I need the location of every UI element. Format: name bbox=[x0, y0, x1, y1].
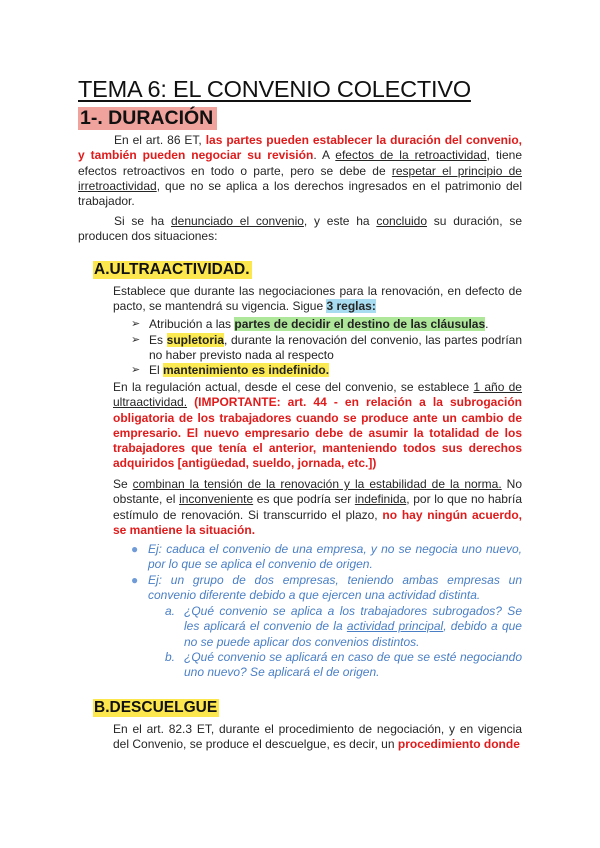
highlight-text: procedimiento donde bbox=[397, 737, 520, 752]
paragraph-descuelgue-1: En el art. 82.3 ET, durante el procedimiento de negociación, y en vigencia del Convenio, se produce el descuelgue, es decir, un procedimiento donde bbox=[113, 722, 522, 752]
bullet-dot-icon: ● bbox=[131, 573, 139, 587]
sub-question-item: b. ¿Qué convenio se aplicará en caso de que se esté negociando uno nuevo? Se aplicará el de origen. bbox=[165, 650, 522, 680]
paragraph-ultraactividad-3: Se combinan la tensión de la renovación y la estabilidad de la norma. No obstante, el inconveniente es que podría ser indefinida, por lo que no habría estímulo de renovación. Si transcurrido el plazo, no hay ningún acuerdo, se mantiene la situación. bbox=[113, 477, 523, 537]
arrow-bullet-icon: ➢ bbox=[131, 334, 141, 346]
underlined-text: respetar el principio de irretroactividad bbox=[78, 163, 522, 193]
section-heading-ultraactividad: A.ULTRAACTIVIDAD. bbox=[94, 261, 250, 278]
underlined-text: 1 año de ultraactividad. bbox=[113, 380, 522, 410]
rule-item: ➢ Atribución a las partes de decidir el destino de las cláusulas. bbox=[131, 317, 489, 331]
underlined-text: combinan la tensión de la renovación y la estabilidad de la norma. bbox=[132, 477, 502, 491]
example-item: ● Ej: caduca el convenio de una empresa, y no se negocia uno nuevo, por lo que se aplica el convenio de origen. bbox=[131, 542, 522, 572]
section-heading-duracion: 1-. DURACIÓN bbox=[78, 107, 217, 130]
paragraph-ultraactividad-1: Establece que durante las negociaciones para la renovación, en defecto de pacto, se mantendrá su vigencia. Sigue 3 reglas: bbox=[113, 284, 522, 314]
paragraph-ultraactividad-2: En la regulación actual, desde el cese del convenio, se establece 1 año de ultraactividad. (IMPORTANTE: art. 44 - en relación a la subrogación obligatoria de los trabajadores cuando se produce ante un cambio de empresario. El nuevo empresario debe de asumir la totalidad de los trabajadores que tenía el anterior, manteniendo todos sus derechos adquiridos [antigüedad, sueldo, jornada, etc.]) bbox=[113, 380, 522, 471]
sub-question-item: a. ¿Qué convenio se aplica a los trabajadores subrogados? Se les aplicará el convenio de la actividad principal, debido a que no se puede aplicar dos convenios distintos. bbox=[165, 604, 522, 649]
highlight-text: mantenimiento es indefinido. bbox=[163, 363, 330, 377]
list-marker: b. bbox=[165, 650, 176, 664]
underlined-text: efectos de la retroactividad bbox=[335, 148, 487, 163]
page-title: TEMA 6: EL CONVENIO COLECTIVO bbox=[78, 76, 471, 102]
highlight-text: no hay ningún acuerdo, se mantiene la situación. bbox=[113, 507, 523, 537]
highlight-text: partes de decidir el destino de las cláusulas bbox=[234, 317, 486, 331]
highlight-text: supletoria bbox=[166, 333, 225, 347]
bullet-dot-icon: ● bbox=[131, 542, 139, 556]
highlight-text: 3 reglas: bbox=[326, 299, 376, 314]
highlight-text: las partes pueden establecer la duración del convenio, y también pueden negociar su revisión bbox=[78, 133, 522, 163]
paragraph-duracion-2: Si se ha denunciado el convenio, y este ha concluido su duración, se producen dos situaciones: bbox=[78, 214, 522, 244]
rule-item: ➢ El mantenimiento es indefinido. bbox=[131, 363, 330, 377]
underlined-text: indefinida bbox=[354, 492, 407, 507]
rule-item: ➢ Es supletoria, durante la renovación del convenio, las partes podrían no haber previsto nada al respecto bbox=[131, 333, 522, 363]
underlined-text: denunciado el convenio bbox=[170, 214, 304, 228]
arrow-bullet-icon: ➢ bbox=[131, 364, 141, 376]
section-heading-descuelgue: B.DESCUELGUE bbox=[94, 699, 218, 716]
paragraph-duracion-1: En el art. 86 ET, las partes pueden establecer la duración del convenio, y también pueden negociar su revisión. A efectos de la retroactividad, tiene efectos retroactivos en todo o parte, pero se debe de respetar el principio de irretroactividad, que no se aplica a los derechos ingresados en el patrimonio del trabajador. bbox=[78, 133, 522, 209]
underlined-text: inconveniente bbox=[179, 492, 254, 507]
underlined-text: concluido bbox=[376, 214, 428, 228]
underlined-text: actividad principal bbox=[346, 619, 444, 634]
list-marker: a. bbox=[165, 604, 176, 618]
arrow-bullet-icon: ➢ bbox=[131, 318, 141, 330]
highlight-text: (IMPORTANTE: art. 44 - en relación a la subrogación obligatoria de los trabajadores cuando se produce ante un cambio de empresario. El nuevo empresario debe de asumir la totalidad de los trabajadores que tenía el anterior, manteniendo todos sus derechos adquiridos [antigüedad, sueldo, jornada, etc.]) bbox=[113, 395, 522, 471]
example-item: ● Ej: un grupo de dos empresas, teniendo ambas empresas un convenio diferente debido a que ejercen una actividad distinta. bbox=[131, 573, 522, 603]
